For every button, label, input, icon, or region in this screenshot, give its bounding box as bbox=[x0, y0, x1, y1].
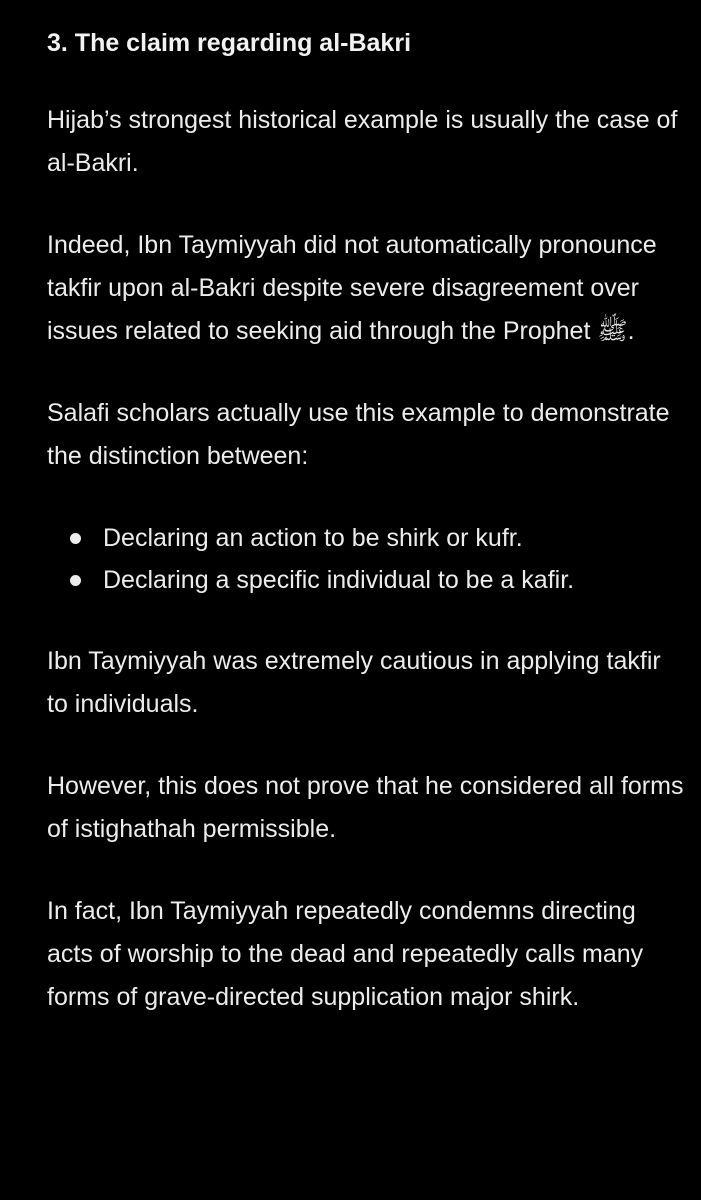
paragraph-salafi-scholars: Salafi scholars actually use this example to demonstrate the distinction between: bbox=[47, 399, 670, 470]
list-item bbox=[47, 559, 687, 601]
paragraph-hijab-example: Hijab’s strongest historical example is usually the case of al-Bakri. bbox=[47, 106, 678, 177]
list-item-text: Declaring a specific individual to be a kafir. bbox=[103, 566, 575, 594]
bullet-icon bbox=[70, 575, 81, 586]
paragraph-istighathah: However, this does not prove that he considered all forms of istighathah permissible. bbox=[47, 772, 684, 843]
article-body bbox=[47, 26, 687, 1058]
list-item-text: Declaring an action to be shirk or kufr. bbox=[103, 524, 523, 552]
list-item bbox=[47, 517, 687, 559]
paragraph-ibn-taymiyyah-takfir: Indeed, Ibn Taymiyyah did not automatically pronounce takfir upon al-Bakri despite severe disagreement over issues related to seeking aid through the Prophet ﷺ. bbox=[47, 231, 657, 345]
bullet-icon bbox=[70, 533, 81, 544]
paragraph-caution: Ibn Taymiyyah was extremely cautious in applying takfir to individuals. bbox=[47, 647, 661, 718]
distinction-list bbox=[47, 517, 687, 601]
paragraph-condemnation: In fact, Ibn Taymiyyah repeatedly condemns directing acts of worship to the dead and repeatedly calls many forms of grave-directed supplication major shirk. bbox=[47, 897, 644, 1011]
section-heading: 3. The claim regarding al-Bakri bbox=[47, 29, 412, 57]
